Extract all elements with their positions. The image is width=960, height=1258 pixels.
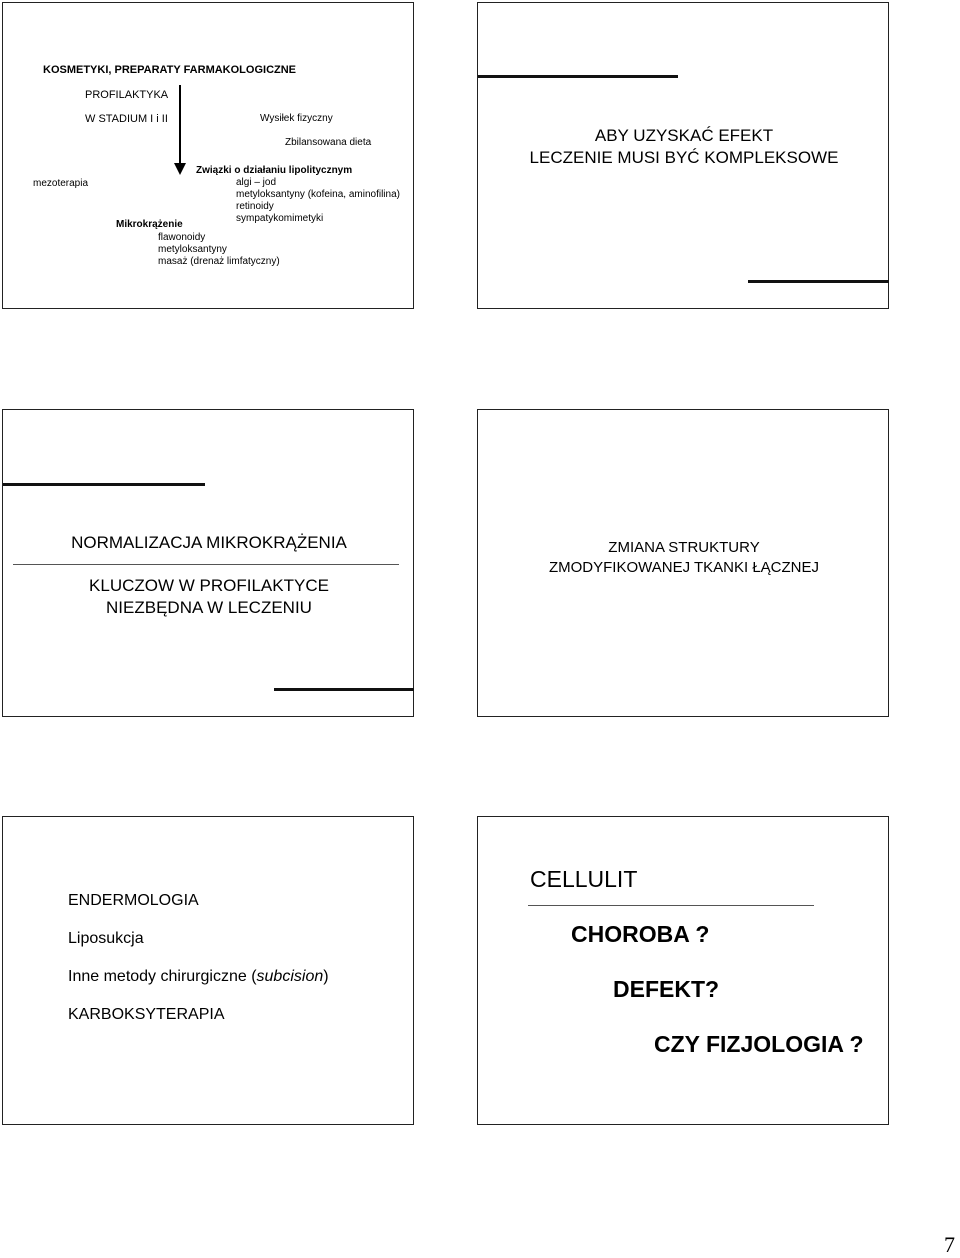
divider [528,905,814,906]
cellulit-title: CELLULIT [530,866,638,892]
slide-2-line-2: LECZENIE MUSI BYĆ KOMPLEKSOWE [529,148,839,167]
slide-6 [477,816,889,1125]
sympatykomimetyki-label: sympatykomimetyki [236,213,324,224]
decor-bar-top [478,75,678,78]
slide-1-title: KOSMETYKI, PREPARATY FARMAKOLOGICZNE [43,64,297,76]
slide-3-heading: NORMALIZACJA MIKROKRĄŻENIA [71,533,347,552]
down-arrow-shaft [179,85,181,165]
slide-3-line-1: KLUCZOW W PROFILAKTYCE [89,576,329,595]
zwiazki-label: Związki o działaniu lipolitycznym [196,165,353,176]
liposukcja-item: Liposukcja [68,930,144,947]
metyloksantyny-kofeina-label: metyloksantyny (kofeina, aminofilina) [236,189,400,200]
slide-4-line-2: ZMODYFIKOWANEJ TKANKI ŁĄCZNEJ [548,559,820,576]
defekt-question: DEFEKT? [613,976,720,1002]
slide-3 [2,409,414,717]
slide-4-line-1: ZMIANA STRUKTURY [608,539,760,556]
retinoidy-label: retinoidy [236,201,274,212]
chirurgiczne-suffix: ) [323,968,329,985]
dieta-label: Zbilansowana dieta [285,137,372,148]
algi-label: algi – jod [236,177,277,188]
slide-5 [2,816,414,1125]
chirurgiczne-item [68,968,329,986]
slide-1 [2,2,414,309]
masaz-label: masaż (drenaż limfatyczny) [158,256,280,267]
subcision-text: subcision [256,968,324,985]
fizjologia-question: CZY FIZJOLOGIA ? [654,1031,864,1057]
decor-bar-top [3,483,205,486]
metyloksantyny-label: metyloksantyny [158,244,227,255]
profilaktyka-label: PROFILAKTYKA [85,89,169,101]
slide-4 [477,409,889,717]
stadium-label: W STADIUM I i II [85,113,168,125]
down-arrow-icon [174,163,186,175]
slide-3-line-2: NIEZBĘDNA W LECZENIU [106,598,312,617]
slide-2 [477,2,889,309]
chirurgiczne-prefix: Inne metody chirurgiczne ( [68,968,257,985]
flawonoidy-label: flawonoidy [158,232,206,243]
wysilek-label: Wysiłek fizyczny [260,113,333,124]
page-number: 7 [944,1232,955,1257]
divider [13,564,399,565]
slide-2-line-1: ABY UZYSKAĆ EFEKT [594,126,774,145]
mezoterapia-label: mezoterapia [33,178,89,189]
mikrokrazenie-label: Mikrokrążenie [116,219,183,230]
decor-bar-bottom [274,688,414,691]
endermologia-item: ENDERMOLOGIA [68,892,199,909]
choroba-question: CHOROBA ? [571,921,710,947]
karboksyterapia-item: KARBOKSYTERAPIA [68,1006,225,1023]
decor-bar-bottom [748,280,889,283]
